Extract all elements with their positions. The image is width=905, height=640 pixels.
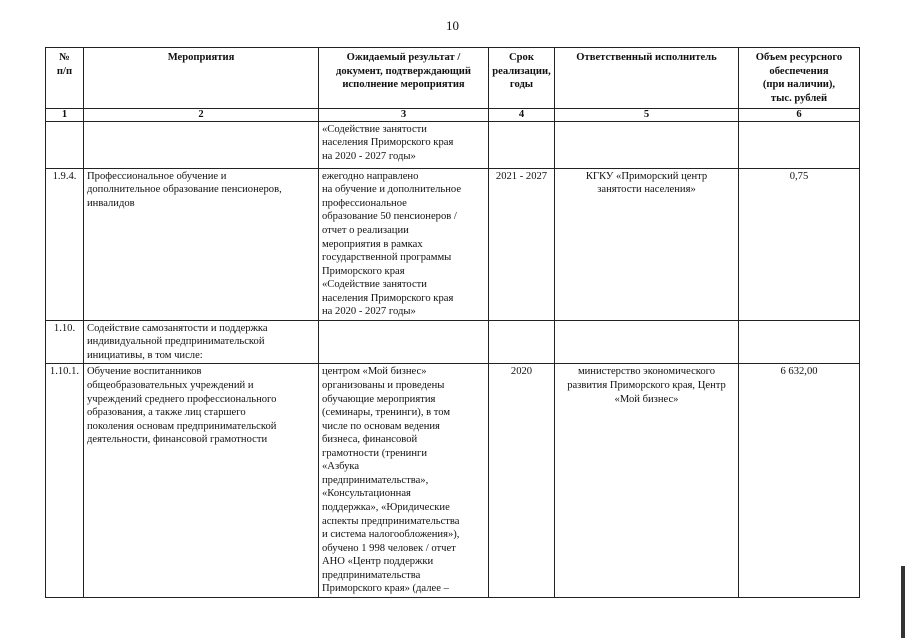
cell-volume — [739, 121, 860, 168]
column-number: 4 — [489, 109, 555, 122]
cell-term — [489, 121, 555, 168]
cell-line: грамотности (тренинги — [322, 447, 428, 459]
cell-line: Приморского края» (далее – — [322, 583, 449, 595]
cell-event — [84, 168, 319, 320]
cell-line: индивидуальной предпринимательской — [87, 336, 265, 348]
cell-event — [84, 364, 319, 597]
cell-line: Содействие самозанятости и поддержка — [87, 322, 268, 334]
header-line: Ответственный исполнитель — [576, 52, 717, 63]
cell-line: образования, а также лиц старшего — [87, 407, 246, 419]
cell-line: профессиональное — [322, 197, 407, 209]
cell-line: на 2020 - 2027 годы» — [322, 150, 416, 162]
cell-line: обучено 1 998 человек / отчет — [322, 542, 456, 554]
header-line: п/п — [56, 65, 73, 77]
header-line: (при наличии), — [762, 79, 836, 91]
cell-term: 2021 - 2027 — [489, 168, 555, 320]
cell-event — [84, 320, 319, 364]
cell-line: обучающие мероприятия — [322, 393, 436, 405]
cell-executor — [555, 168, 739, 320]
cell-line: бизнеса, финансовой — [322, 434, 418, 446]
cell-line: на обучение и дополнительное — [322, 184, 462, 196]
cell-line: АНО «Центр поддержки — [322, 556, 434, 568]
cell-line: дополнительное образование пенсионеров, — [87, 184, 282, 196]
cell-line: ежегодно направлено — [322, 170, 419, 182]
header-line: № — [59, 52, 70, 63]
cell-line: «Содействие занятости — [322, 279, 427, 291]
cell-line: числе по основам ведения — [322, 420, 440, 432]
cell-line: общеобразовательных учреждений и — [87, 380, 254, 392]
cell-volume: 6 632,00 — [739, 364, 860, 597]
page-number: 10 — [446, 18, 459, 33]
table-row — [46, 168, 860, 320]
header-line: документ, подтверждающий — [335, 65, 472, 77]
table-row — [46, 121, 860, 168]
header-line: Мероприятия — [167, 52, 235, 63]
cell-number: 1.9.4. — [46, 168, 84, 320]
cell-line: и система налогообложения»), — [322, 529, 460, 541]
cell-line: Обучение воспитанников — [87, 366, 202, 378]
cell-line: мероприятия в рамках — [322, 238, 423, 250]
column-number: 6 — [739, 109, 860, 122]
cell-number: 1.10.1. — [46, 364, 84, 597]
header-term — [489, 48, 555, 109]
cell-term: 2020 — [489, 364, 555, 597]
cell-line: населения Приморского края — [322, 137, 454, 149]
table-body — [46, 121, 860, 597]
activities-table — [45, 47, 860, 598]
cell-line: центром «Мой бизнес» — [322, 366, 427, 378]
column-number: 2 — [84, 109, 319, 122]
cell-line: организованы и проведены — [322, 380, 445, 392]
cell-line: аспекты предпринимательства — [322, 515, 460, 527]
cell-line: инвалидов — [87, 197, 135, 209]
scan-edge-mark — [901, 566, 905, 638]
column-number: 5 — [555, 109, 739, 122]
table-row — [46, 364, 860, 597]
cell-line: предпринимательства — [322, 569, 421, 581]
cell-line: поколения основам предпринимательской — [87, 420, 277, 432]
cell-volume — [739, 320, 860, 364]
cell-line: государственной программы — [322, 252, 452, 264]
cell-line: «Содействие занятости — [322, 123, 427, 135]
cell-line: Приморского края — [322, 265, 405, 277]
column-number: 1 — [46, 109, 84, 122]
cell-line: предпринимательства», — [322, 474, 429, 486]
cell-line: министерство экономического — [577, 366, 716, 378]
cell-line: образование 50 пенсионеров / — [322, 211, 457, 223]
cell-line: «Мой бизнес» — [614, 393, 679, 405]
cell-line: отчет о реализации — [322, 225, 409, 237]
cell-result — [319, 364, 489, 597]
header-line: Объем ресурсного — [755, 52, 843, 63]
header-result — [319, 48, 489, 109]
header-line: реализации, — [492, 65, 551, 77]
cell-line: поддержка», «Юридические — [322, 501, 450, 513]
header-line: обеспечения — [769, 65, 829, 77]
header-event — [84, 48, 319, 109]
cell-line: «Консультационная — [322, 488, 411, 500]
cell-line: населения Приморского края — [322, 292, 454, 304]
cell-result — [319, 320, 489, 364]
header-line: Ожидаемый результат / — [346, 52, 461, 63]
column-number-row — [46, 109, 860, 122]
cell-line: деятельности, финансовой грамотности — [87, 434, 268, 446]
cell-line: Профессиональное обучение и — [87, 170, 227, 182]
cell-line: развития Приморского края, Центр — [567, 380, 726, 392]
header-line: исполнение мероприятия — [342, 79, 465, 91]
cell-number — [46, 121, 84, 168]
cell-volume: 0,75 — [739, 168, 860, 320]
header-line: годы — [509, 79, 534, 91]
cell-line: на 2020 - 2027 годы» — [322, 306, 416, 318]
cell-executor — [555, 364, 739, 597]
cell-line: занятости населения» — [597, 184, 696, 196]
cell-line: учреждений среднего профессионального — [87, 393, 277, 405]
table-row — [46, 320, 860, 364]
cell-result — [319, 168, 489, 320]
cell-line: (семинары, тренинги), в том — [322, 407, 451, 419]
cell-executor — [555, 320, 739, 364]
column-number: 3 — [319, 109, 489, 122]
cell-result — [319, 121, 489, 168]
cell-line: КГКУ «Приморский центр — [585, 170, 708, 182]
header-volume — [739, 48, 860, 109]
table-header-row — [46, 48, 860, 109]
cell-event — [84, 121, 319, 168]
header-line: Срок — [509, 52, 534, 63]
header-line: тыс. рублей — [770, 92, 828, 104]
header-number — [46, 48, 84, 109]
header-executor — [555, 48, 739, 109]
cell-executor — [555, 121, 739, 168]
cell-term — [489, 320, 555, 364]
cell-number: 1.10. — [46, 320, 84, 364]
cell-line: инициативы, в том числе: — [87, 349, 203, 361]
cell-line: «Азбука — [322, 461, 360, 473]
